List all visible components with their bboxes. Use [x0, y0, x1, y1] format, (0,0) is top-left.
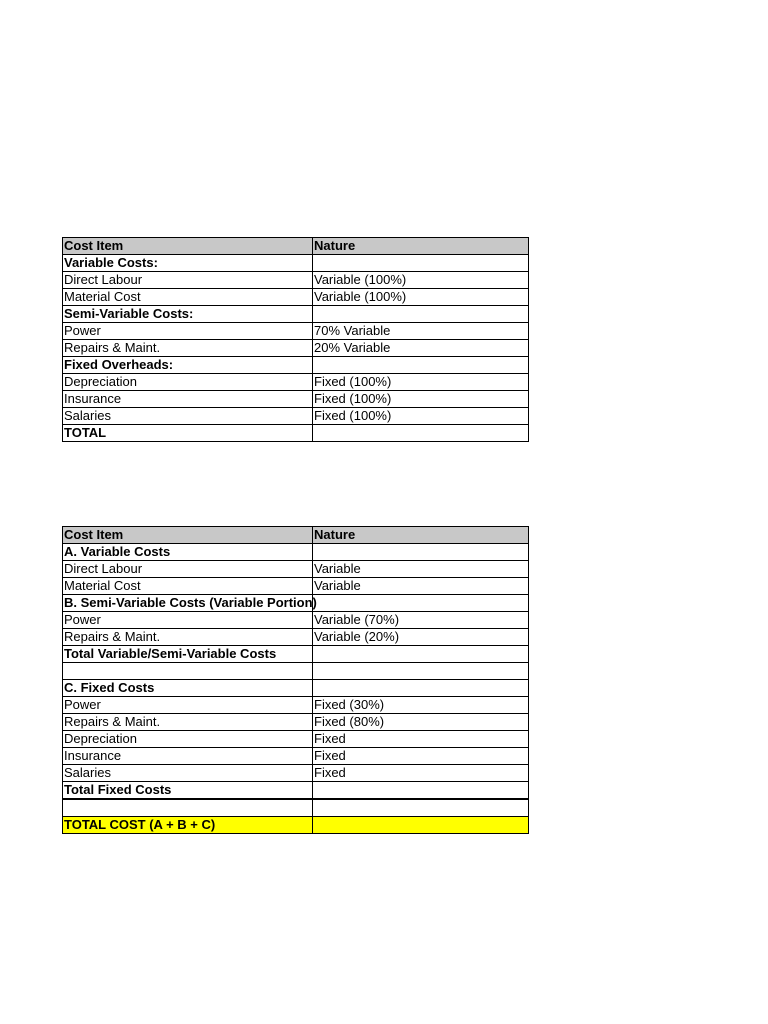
cell-cost-item[interactable]: Material Cost [63, 578, 313, 595]
cell-cost-item[interactable]: Total Variable/Semi-Variable Costs [63, 646, 313, 663]
cost-nature-table [62, 237, 529, 442]
cell-nature[interactable] [313, 799, 529, 817]
cell-nature[interactable] [313, 595, 529, 612]
table-row [63, 731, 529, 748]
cost-classification-table [62, 526, 529, 834]
cell-cost-item-text: B. Semi-Variable Costs (Variable Portion) [64, 595, 317, 610]
header-nature[interactable]: Nature [313, 527, 529, 544]
cell-cost-item[interactable]: Semi-Variable Costs: [63, 306, 313, 323]
table-row [63, 544, 529, 561]
cell-cost-item[interactable]: Insurance [63, 391, 313, 408]
table-row [63, 408, 529, 425]
table-header-row [63, 238, 529, 255]
cell-nature[interactable]: Variable (100%) [313, 272, 529, 289]
cell-nature[interactable] [313, 782, 529, 800]
cell-nature[interactable]: Fixed [313, 765, 529, 782]
cell-cost-item[interactable]: C. Fixed Costs [63, 680, 313, 697]
cost-nature-table-body [63, 238, 529, 442]
table-row [63, 425, 529, 442]
cell-nature[interactable]: Fixed (80%) [313, 714, 529, 731]
table-row [63, 595, 529, 612]
table-row [63, 646, 529, 663]
cell-cost-item[interactable] [63, 799, 313, 817]
header-cost-item[interactable]: Cost Item [63, 527, 313, 544]
cell-nature[interactable] [313, 425, 529, 442]
table-row [63, 612, 529, 629]
table-row [63, 697, 529, 714]
table-row [63, 374, 529, 391]
cell-nature[interactable] [313, 646, 529, 663]
cell-cost-item[interactable]: TOTAL [63, 425, 313, 442]
table-row [63, 765, 529, 782]
cell-nature[interactable] [313, 255, 529, 272]
cell-nature[interactable] [313, 306, 529, 323]
table-row [63, 748, 529, 765]
table-header-row [63, 527, 529, 544]
total-cost-row [63, 817, 529, 834]
table-row [63, 289, 529, 306]
cell-nature[interactable] [313, 817, 529, 834]
cell-nature[interactable]: Variable (70%) [313, 612, 529, 629]
cell-nature[interactable]: Fixed [313, 748, 529, 765]
table-row [63, 782, 529, 800]
cell-nature[interactable]: Fixed (30%) [313, 697, 529, 714]
cell-cost-item[interactable] [63, 663, 313, 680]
cell-nature[interactable]: Fixed (100%) [313, 408, 529, 425]
cell-nature[interactable]: Variable (20%) [313, 629, 529, 646]
table-row [63, 255, 529, 272]
cell-nature[interactable] [313, 357, 529, 374]
cell-cost-item[interactable]: Salaries [63, 765, 313, 782]
cell-cost-item[interactable]: Repairs & Maint. [63, 629, 313, 646]
cell-nature[interactable]: 20% Variable [313, 340, 529, 357]
header-nature[interactable]: Nature [313, 238, 529, 255]
table-row [63, 663, 529, 680]
cell-nature[interactable]: 70% Variable [313, 323, 529, 340]
cell-nature[interactable]: Fixed [313, 731, 529, 748]
cell-cost-item[interactable]: Direct Labour [63, 272, 313, 289]
cell-cost-item[interactable]: Material Cost [63, 289, 313, 306]
cell-nature[interactable]: Variable [313, 561, 529, 578]
cell-cost-item[interactable]: Fixed Overheads: [63, 357, 313, 374]
cell-cost-item[interactable]: Repairs & Maint. [63, 340, 313, 357]
cell-cost-item[interactable]: Variable Costs: [63, 255, 313, 272]
table-row [63, 578, 529, 595]
table-row [63, 391, 529, 408]
table-row [63, 561, 529, 578]
cell-nature[interactable]: Variable (100%) [313, 289, 529, 306]
cell-nature[interactable] [313, 663, 529, 680]
cell-nature[interactable] [313, 544, 529, 561]
cell-cost-item[interactable]: Power [63, 697, 313, 714]
cell-cost-item[interactable]: Depreciation [63, 731, 313, 748]
cell-nature[interactable]: Fixed (100%) [313, 374, 529, 391]
table-row [63, 272, 529, 289]
cell-cost-item[interactable]: Power [63, 612, 313, 629]
table-row [63, 340, 529, 357]
cost-classification-table-body [63, 527, 529, 834]
cell-cost-item[interactable] [63, 595, 317, 612]
cell-cost-item[interactable]: Direct Labour [63, 561, 313, 578]
cell-cost-item[interactable]: Depreciation [63, 374, 313, 391]
cell-nature[interactable]: Fixed (100%) [313, 391, 529, 408]
cell-cost-item[interactable]: Power [63, 323, 313, 340]
header-cost-item[interactable]: Cost Item [63, 238, 313, 255]
table-row [63, 799, 529, 817]
cell-nature[interactable] [313, 680, 529, 697]
cell-cost-item[interactable]: Total Fixed Costs [63, 782, 313, 800]
cell-cost-item[interactable]: A. Variable Costs [63, 544, 313, 561]
cell-cost-item[interactable]: TOTAL COST (A + B + C) [63, 817, 313, 834]
cell-cost-item[interactable]: Salaries [63, 408, 313, 425]
table-row [63, 323, 529, 340]
table-row [63, 629, 529, 646]
table-row [63, 680, 529, 697]
table-row [63, 714, 529, 731]
cell-cost-item[interactable]: Repairs & Maint. [63, 714, 313, 731]
cell-nature[interactable]: Variable [313, 578, 529, 595]
table-row [63, 306, 529, 323]
table-row [63, 357, 529, 374]
cell-cost-item[interactable]: Insurance [63, 748, 313, 765]
